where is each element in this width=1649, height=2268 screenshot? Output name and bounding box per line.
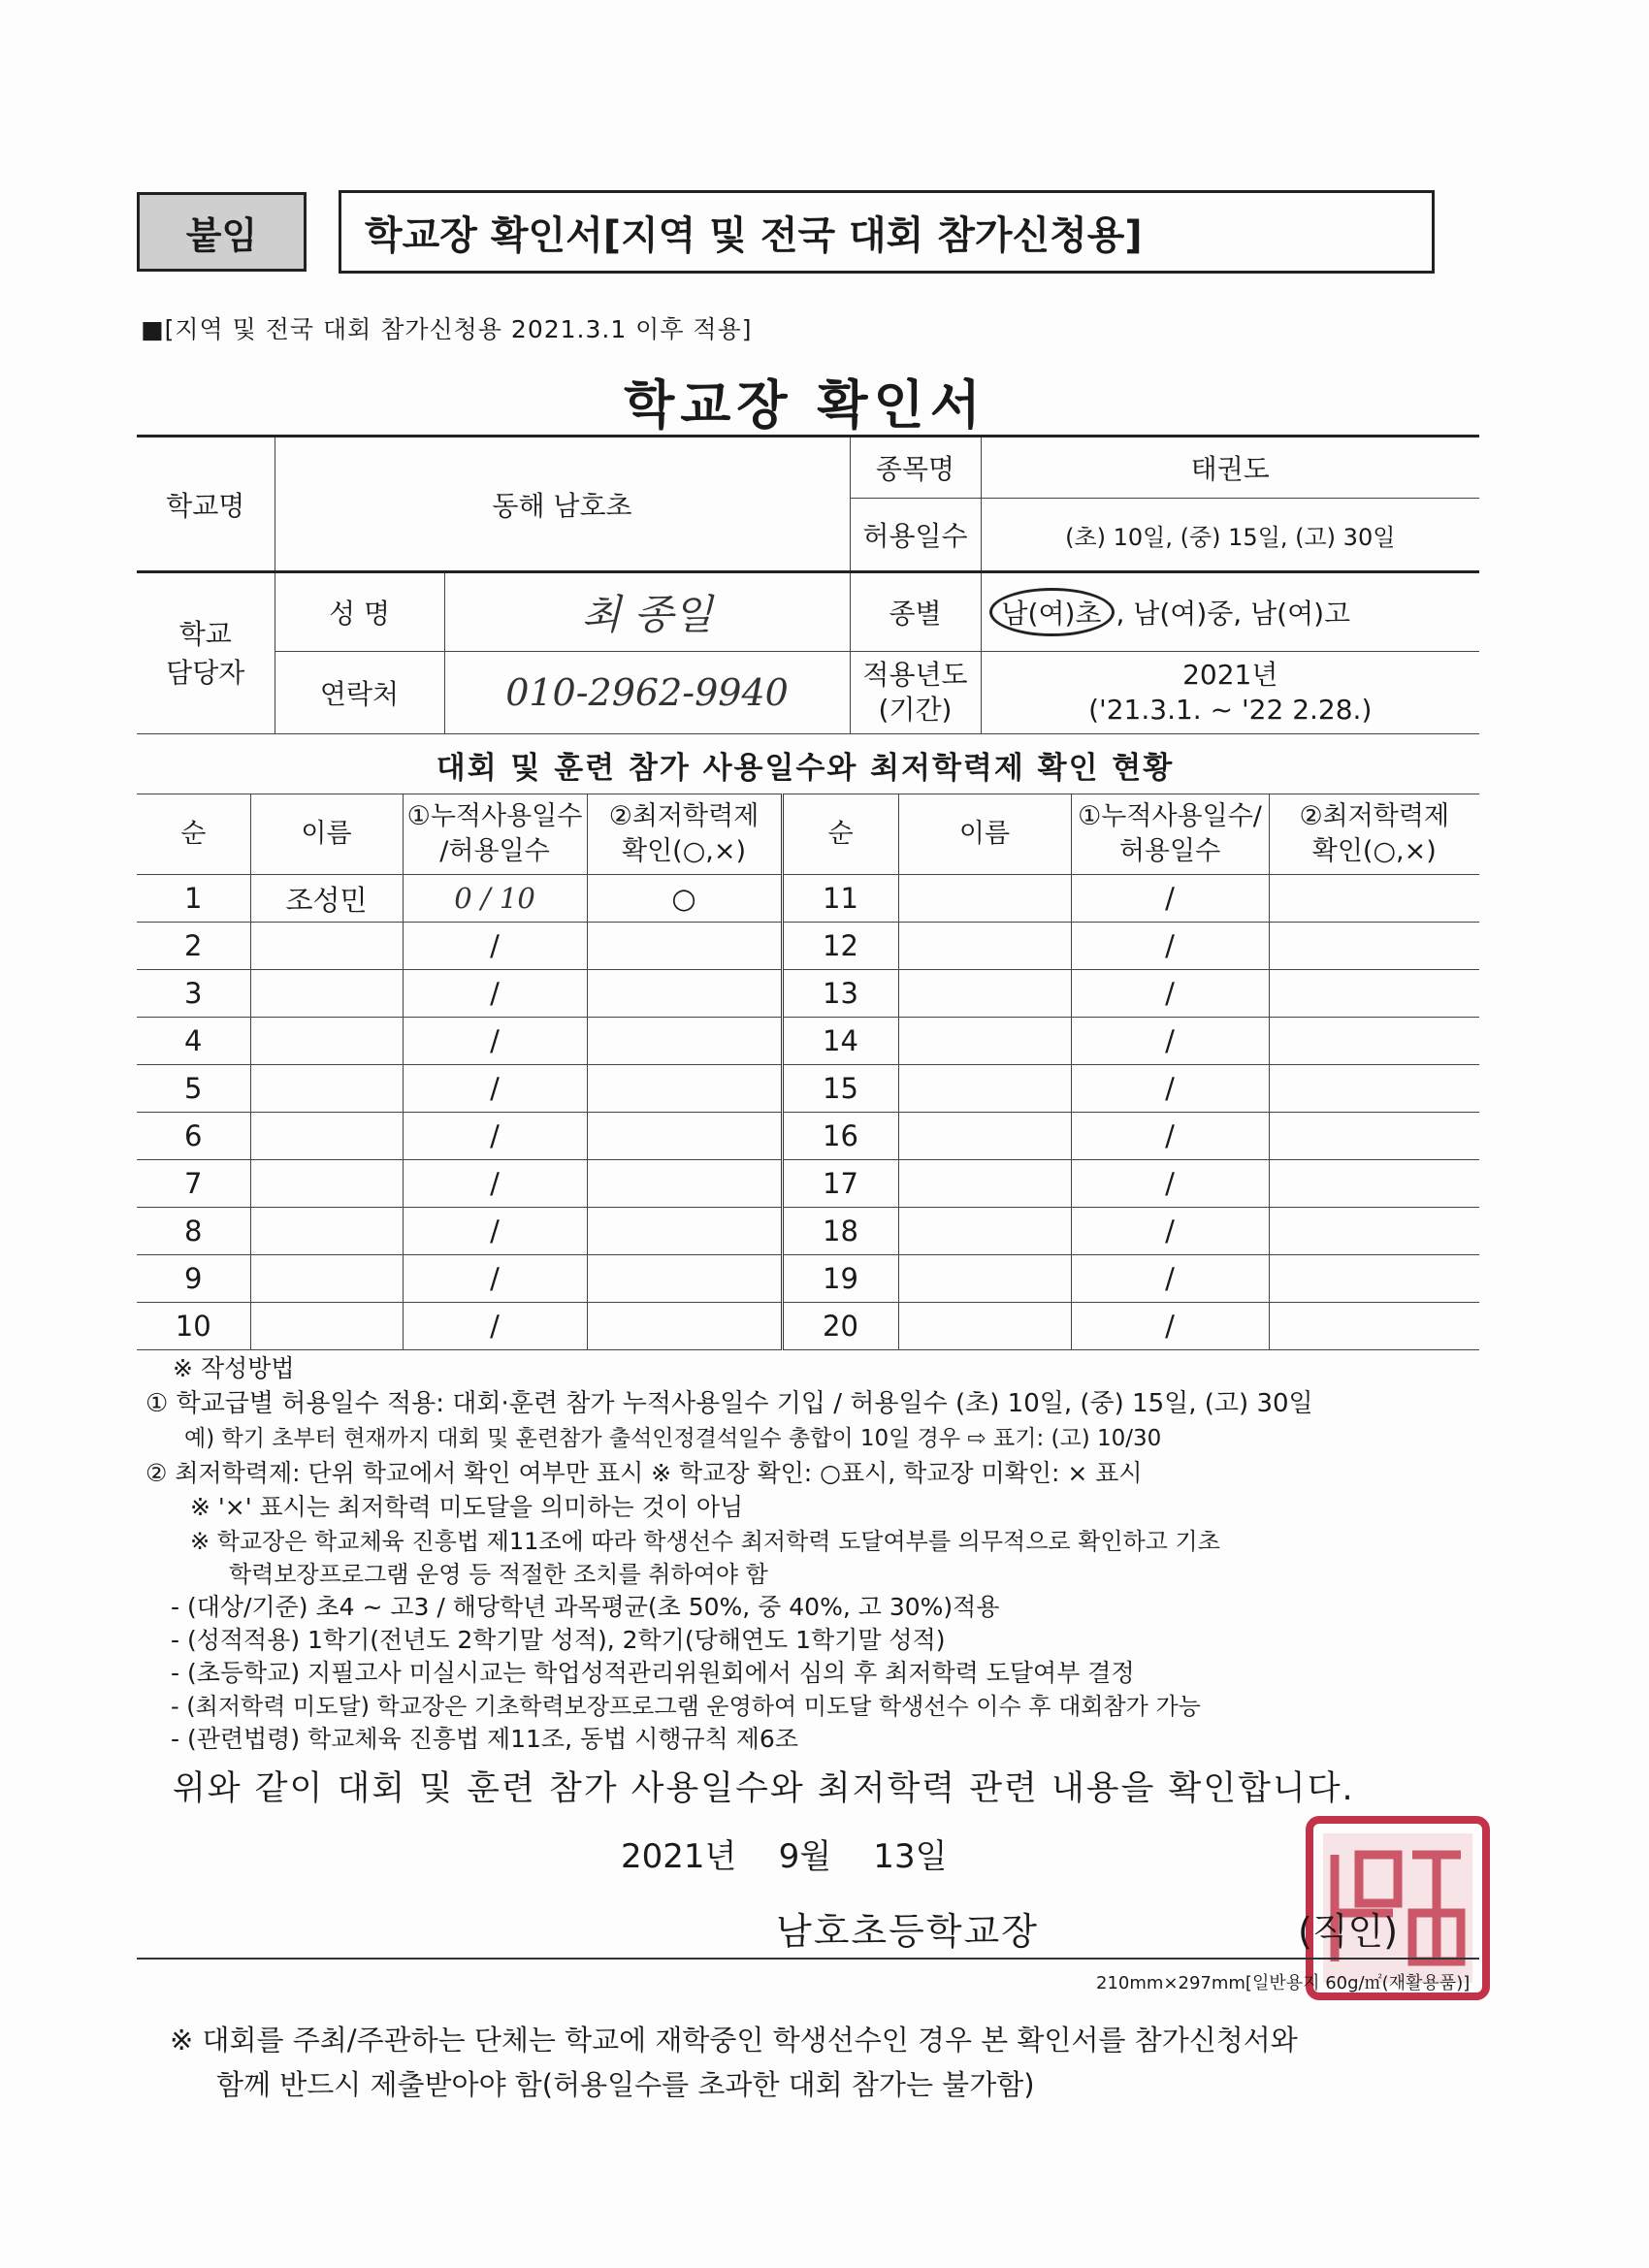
- col-check-left-2: 확인(○,×): [622, 836, 746, 866]
- issue-date: 2021년 9월 13일: [621, 1837, 948, 1876]
- roster-table: [137, 794, 1479, 1350]
- row-no-left: 2: [137, 923, 250, 970]
- row-days-left: /: [403, 1208, 587, 1255]
- row-no-left: 1: [137, 875, 250, 923]
- info-table: [137, 435, 1479, 734]
- row-days-right: /: [1071, 1113, 1269, 1160]
- row-name-right: [898, 1065, 1071, 1113]
- roster-row: [137, 1303, 1479, 1350]
- contact-value: 010-2962-9940: [444, 652, 850, 734]
- note-2-sub1: ※ '×' 표시는 최저학력 미도달을 의미하는 것이 아님: [190, 1493, 744, 1521]
- detail-1: - (대상/기준) 초4 ~ 고3 / 해당학년 과목평균(초 50%, 중 40%, 고 30%)적용: [171, 1593, 1000, 1621]
- row-no-left: 6: [137, 1113, 250, 1160]
- row-no-right: 19: [782, 1255, 898, 1303]
- attachment-label: 붙임: [137, 192, 307, 272]
- contact-label: 연락처: [275, 652, 444, 734]
- col-days-right-2: 허용일수: [1118, 836, 1221, 866]
- col-no-left: 순: [137, 794, 250, 875]
- roster-row: [137, 875, 1479, 923]
- roster-row: [137, 1160, 1479, 1208]
- confirmation-statement: 위와 같이 대회 및 훈련 참가 사용일수와 최저학력 관련 내용을 확인합니다.: [173, 1769, 1355, 1808]
- col-days-left: [403, 794, 587, 875]
- name-label: 성 명: [275, 572, 444, 652]
- year-label: [850, 652, 981, 734]
- col-days-right: [1071, 794, 1269, 875]
- col-check-left: [587, 794, 782, 875]
- row-name-right: [898, 1255, 1071, 1303]
- note-2: ② 최저학력제: 단위 학교에서 확인 여부만 표시 ※ 학교장 확인: ○표시, 학교장 미확인: × 표시: [146, 1459, 1143, 1487]
- row-no-right: 12: [782, 923, 898, 970]
- detail-4: - (최저학력 미도달) 학교장은 기초학력보장프로그램 운영하여 미도달 학생선수 이수 후 대회참가 가능: [171, 1693, 1201, 1720]
- row-name-right: [898, 1303, 1071, 1350]
- row-no-left: 10: [137, 1303, 250, 1350]
- detail-5: - (관련법령) 학교체육 진흥법 제11조, 동법 시행규칙 제6조: [171, 1725, 798, 1753]
- row-check-right: [1269, 970, 1479, 1018]
- row-days-left: 0 / 10: [403, 875, 587, 923]
- col-check-right-1: ②최저학력제: [1299, 801, 1450, 831]
- year-label-1: 적용년도: [862, 659, 968, 691]
- roster-row: [137, 1255, 1479, 1303]
- row-no-left: 5: [137, 1065, 250, 1113]
- row-no-left: 7: [137, 1160, 250, 1208]
- row-check-left: [587, 1255, 782, 1303]
- row-name-right: [898, 923, 1071, 970]
- row-check-right: [1269, 1160, 1479, 1208]
- col-no-right: 순: [782, 794, 898, 875]
- row-no-right: 14: [782, 1018, 898, 1065]
- row-no-right: 11: [782, 875, 898, 923]
- row-check-right: [1269, 1113, 1479, 1160]
- row-no-right: 13: [782, 970, 898, 1018]
- row-no-left: 8: [137, 1208, 250, 1255]
- col-name-right: 이름: [898, 794, 1071, 875]
- row-days-right: /: [1071, 875, 1269, 923]
- form-title: 학교장 확인서[지역 및 전국 대회 참가신청용]: [339, 190, 1435, 274]
- row-name-left: [250, 1113, 403, 1160]
- note-1-example: 예) 학기 초부터 현재까지 대회 및 훈련참가 출석인정결석일수 총합이 10일 경우 ⇨ 표기: (고) 10/30: [184, 1426, 1162, 1451]
- category-others: , 남(여)중, 남(여)고: [1116, 598, 1351, 630]
- row-name-right: [898, 875, 1071, 923]
- row-check-right: [1269, 1255, 1479, 1303]
- col-days-right-1: ①누적사용일수/: [1078, 801, 1262, 831]
- row-no-right: 20: [782, 1303, 898, 1350]
- row-days-left: /: [403, 970, 587, 1018]
- row-check-right: [1269, 1065, 1479, 1113]
- event-label: 종목명: [850, 437, 981, 499]
- category-value: [981, 572, 1479, 652]
- roster-row: [137, 1065, 1479, 1113]
- row-days-left: /: [403, 1113, 587, 1160]
- col-days-left-2: /허용일수: [439, 836, 550, 866]
- row-days-left: /: [403, 923, 587, 970]
- row-days-left: /: [403, 1255, 587, 1303]
- roster-body: [137, 875, 1479, 1350]
- row-name-left: [250, 1208, 403, 1255]
- detail-3: - (초등학교) 지필고사 미실시교는 학업성적관리위원회에서 심의 후 최저학력 도달여부 결정: [171, 1659, 1135, 1687]
- row-days-right: /: [1071, 1065, 1269, 1113]
- school-label: 학교명: [137, 437, 275, 572]
- row-no-right: 18: [782, 1208, 898, 1255]
- paper-spec: 210mm×297mm[일반용지 60g/㎡(재활용품)]: [1096, 1973, 1471, 1993]
- roster-caption: 대회 및 훈련 참가 사용일수와 최저학력제 확인 현황: [436, 751, 1175, 786]
- row-no-right: 16: [782, 1113, 898, 1160]
- note-2-sub2b: 학력보장프로그램 운영 등 적절한 조치를 취하여야 함: [229, 1561, 768, 1588]
- year-label-2: (기간): [878, 694, 953, 726]
- col-check-right: [1269, 794, 1479, 875]
- period-text: ('21.3.1. ~ '22 2.28.): [1088, 694, 1373, 726]
- roster-row: [137, 923, 1479, 970]
- row-no-left: 3: [137, 970, 250, 1018]
- row-days-right: /: [1071, 1255, 1269, 1303]
- row-no-left: 9: [137, 1255, 250, 1303]
- row-check-right: [1269, 923, 1479, 970]
- row-check-left: [587, 1065, 782, 1113]
- applicability-note: ■[지역 및 전국 대회 참가신청용 2021.3.1 이후 적용]: [141, 315, 753, 343]
- row-check-left: [587, 1113, 782, 1160]
- category-label: 종별: [850, 572, 981, 652]
- row-days-left: /: [403, 1065, 587, 1113]
- col-check-right-2: 확인(○,×): [1311, 836, 1437, 866]
- row-name-left: [250, 1303, 403, 1350]
- row-name-left: [250, 1018, 403, 1065]
- row-name-right: [898, 970, 1071, 1018]
- row-days-left: /: [403, 1160, 587, 1208]
- row-check-right: [1269, 1303, 1479, 1350]
- row-check-left: [587, 1208, 782, 1255]
- row-days-right: /: [1071, 1160, 1269, 1208]
- note-1: ① 학교급별 허용일수 적용: 대회·훈련 참가 누적사용일수 기입 / 허용일수 (초) 10일, (중) 15일, (고) 30일: [146, 1389, 1313, 1418]
- roster-row: [137, 1018, 1479, 1065]
- row-name-right: [898, 1208, 1071, 1255]
- col-days-left-1: ①누적사용일수: [406, 801, 583, 831]
- row-check-left: [587, 1018, 782, 1065]
- roster-row: [137, 1113, 1479, 1160]
- school-value: 동해 남호초: [275, 437, 850, 572]
- row-check-right: [1269, 875, 1479, 923]
- row-check-left: ○: [587, 875, 782, 923]
- row-name-left: [250, 1255, 403, 1303]
- row-days-right: /: [1071, 970, 1269, 1018]
- note-2-sub2a: ※ 학교장은 학교체육 진흥법 제11조에 따라 학생선수 최저학력 도달여부를 의무적으로 확인하고 기초: [190, 1528, 1220, 1555]
- name-value: 최 종일: [444, 572, 850, 652]
- allowed-days-label: 허용일수: [850, 499, 981, 572]
- allowed-days-value: (초) 10일, (중) 15일, (고) 30일: [981, 499, 1479, 572]
- event-value: 태권도: [981, 437, 1479, 499]
- row-name-left: [250, 970, 403, 1018]
- row-name-right: [898, 1160, 1071, 1208]
- seal-label: (직인): [1298, 1910, 1399, 1953]
- row-name-left: [250, 1160, 403, 1208]
- roster-row: [137, 1208, 1479, 1255]
- detail-2: - (성적적용) 1학기(전년도 2학기말 성적), 2학기(당해연도 1학기말 성적): [171, 1626, 946, 1654]
- footer-note-line2: 함께 반드시 제출받아야 함(허용일수를 초과한 대회 참가는 불가함): [216, 2068, 1035, 2101]
- row-no-right: 17: [782, 1160, 898, 1208]
- row-check-left: [587, 1160, 782, 1208]
- row-name-right: [898, 1018, 1071, 1065]
- row-name-left: [250, 1065, 403, 1113]
- manager-label: 학교 담당자: [137, 572, 275, 734]
- footer-note: [170, 2018, 1298, 2107]
- roster-row: [137, 970, 1479, 1018]
- row-days-right: /: [1071, 1208, 1269, 1255]
- row-days-right: /: [1071, 1018, 1269, 1065]
- row-check-left: [587, 1303, 782, 1350]
- col-name-left: 이름: [250, 794, 403, 875]
- category-selected: 남(여)초: [989, 588, 1115, 636]
- row-check-right: [1269, 1208, 1479, 1255]
- row-check-left: [587, 923, 782, 970]
- footer-note-line1: ※ 대회를 주최/주관하는 단체는 학교에 재학중인 학생선수인 경우 본 확인서를 참가신청서와: [170, 2024, 1298, 2057]
- year-text: 2021년: [1182, 659, 1278, 691]
- row-no-right: 15: [782, 1065, 898, 1113]
- col-check-left-1: ②최저학력제: [608, 801, 760, 831]
- row-days-right: /: [1071, 1303, 1269, 1350]
- principal-name: 남호초등학교장: [776, 1910, 1039, 1953]
- row-check-right: [1269, 1018, 1479, 1065]
- row-days-left: /: [403, 1303, 587, 1350]
- notes-heading: ※ 작성방법: [173, 1354, 295, 1382]
- year-value: [981, 652, 1479, 734]
- row-name-left: 조성민: [250, 875, 403, 923]
- row-name-right: [898, 1113, 1071, 1160]
- row-name-left: [250, 923, 403, 970]
- row-no-left: 4: [137, 1018, 250, 1065]
- main-title: 학교장 확인서: [624, 374, 986, 436]
- row-check-left: [587, 970, 782, 1018]
- footer-divider: [137, 1958, 1479, 1960]
- row-days-left: /: [403, 1018, 587, 1065]
- row-days-right: /: [1071, 923, 1269, 970]
